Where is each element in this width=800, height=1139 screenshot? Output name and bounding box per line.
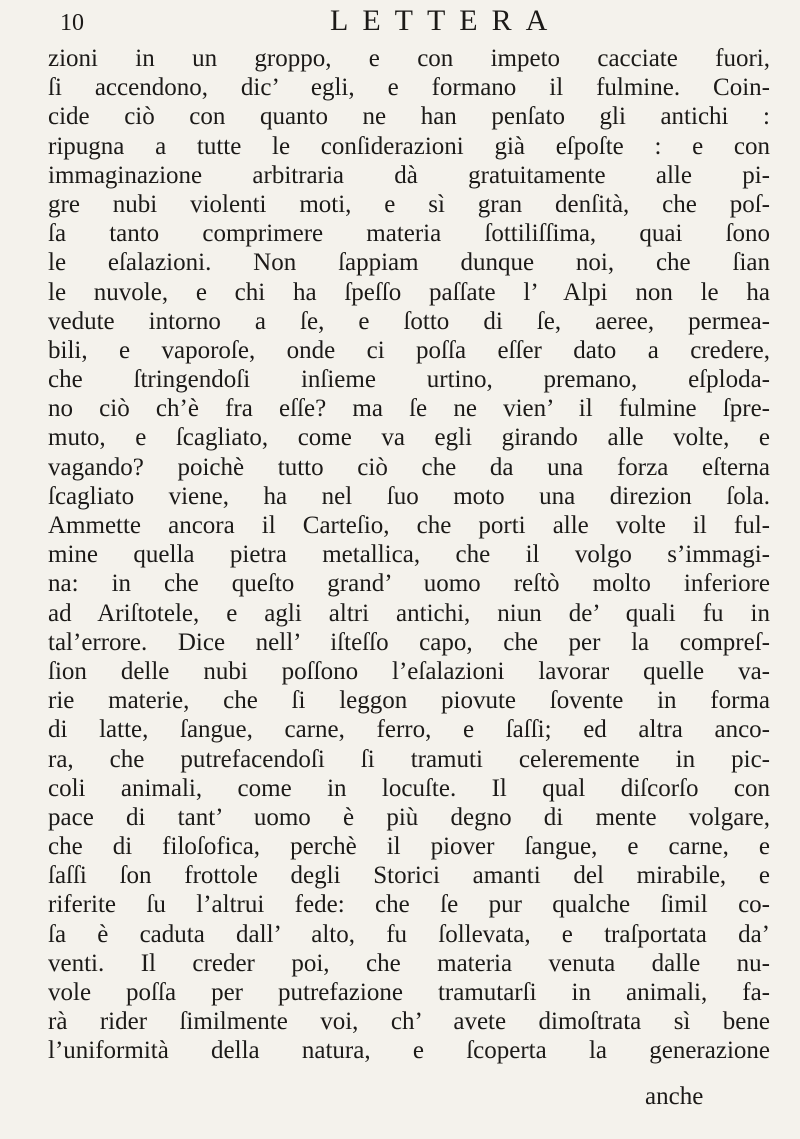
text-line: ripugna a tutte le conſiderazioni già eſpoſte : e con (48, 132, 770, 160)
text-line: vagando? poichè tutto ciò che da una forza eſterna (48, 453, 770, 481)
text-line: ſa tanto comprimere materia ſottiliſſima, quai ſono (48, 220, 770, 248)
text-line: immaginazione arbitraria dà gratuitamente alle pi- (48, 161, 770, 189)
text-line: rà rider ſimilmente voi, ch’ avete dimoſtrata sì bene (48, 1008, 770, 1036)
text-line: ſi accendono, dic’ egli, e formano il fulmine. Coin- (48, 74, 770, 102)
text-line: bili, e vaporoſe, onde ci poſſa eſſer dato a credere, (48, 336, 770, 364)
text-line: vedute intorno a ſe, e ſotto di ſe, aeree, permea- (48, 307, 770, 335)
text-line: zioni in un groppo, e con impeto cacciate fuori, (48, 45, 770, 72)
text-line: ra, che putrefacendoſi ſi tramuti celeremente in pic- (48, 745, 770, 773)
text-line: riferite ſu l’altrui fede: che ſe pur qualche ſimil co- (48, 891, 770, 919)
page-number: 10 (60, 10, 84, 36)
text-line: l’uniformità della natura, e ſcoperta la generazione (48, 1037, 770, 1065)
text-line: ſion delle nubi poſſono l’eſalazioni lavorar quelle va- (48, 657, 770, 685)
text-line: che ſtringendoſi inſieme urtino, premano, eſploda- (48, 366, 770, 394)
body-text (48, 44, 770, 1066)
text-line: le nuvole, e chi ha ſpeſſo paſſate l’ Alpi non le ha (48, 278, 770, 306)
text-line: na: in che queſto grand’ uomo reſtò molto inferiore (48, 570, 770, 598)
text-line: ad Ariſtotele, e agli altri antichi, niun de’ quali fu in (48, 599, 770, 627)
catchword: anche (645, 1083, 704, 1110)
text-line: mine quella pietra metallica, che il volgo s’immagi- (48, 541, 770, 569)
text-line: ſa è caduta dall’ alto, fu ſollevata, e traſportata da’ (48, 920, 770, 948)
page-header (0, 4, 800, 40)
text-line: no ciò ch’è fra eſſe? ma ſe ne vien’ il fulmine ſpre- (48, 395, 770, 423)
text-line: gre nubi violenti moti, e sì gran denſità, che poſ- (48, 190, 770, 218)
text-line: che di filoſofica, perchè il piover ſangue, e carne, e (48, 833, 770, 861)
text-line: muto, e ſcagliato, come va egli girando alle volte, e (48, 424, 770, 452)
text-line: Ammette ancora il Carteſio, che porti alle volte il ful- (48, 512, 770, 539)
text-line: pace di tant’ uomo è più degno di mente volgare, (48, 803, 770, 831)
text-line: coli animali, come in locuſte. Il qual diſcorſo con (48, 774, 770, 802)
text-line: rie materie, che ſi leggon piovute ſovente in forma (48, 687, 770, 715)
text-line: ſaſſi ſon frottole degli Storici amanti del mirabile, e (48, 862, 770, 890)
text-line: venti. Il creder poi, che materia venuta dalle nu- (48, 949, 770, 977)
running-title: LETTERA (330, 4, 562, 37)
text-line: di latte, ſangue, carne, ferro, e ſaſſi; ed altra anco- (48, 716, 770, 744)
text-line: vole poſſa per putrefazione tramutarſi in animali, fa- (48, 979, 770, 1006)
text-line: le eſalazioni. Non ſappiam dunque noi, che ſian (48, 249, 770, 277)
text-line: tal’errore. Dice nell’ iſteſſo capo, che per la compreſ- (48, 628, 770, 656)
text-line: ſcagliato viene, ha nel ſuo moto una direzion ſola. (48, 482, 770, 510)
text-line: cide ciò con quanto ne han penſato gli antichi : (48, 103, 770, 131)
